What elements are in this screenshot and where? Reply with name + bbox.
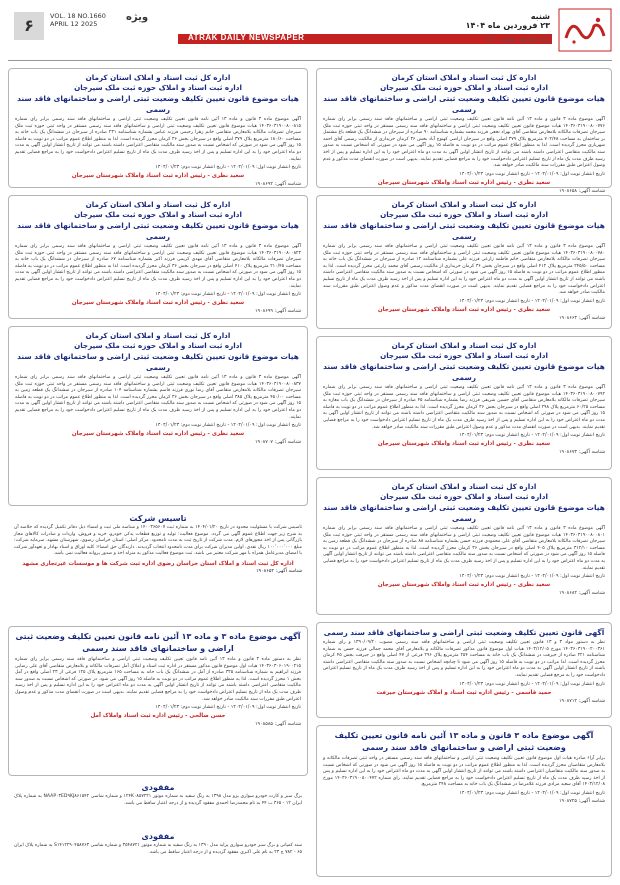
issue-day — [466, 12, 550, 30]
ad-date: تاریخ انتشار نوبت اول: ۱۴۰۴/۰۱/۰۹ - تاریخ انتشار نوبت دوم: ۱۴۰۴/۰۱/۲۳ — [459, 574, 605, 580]
ad-code: شناسه آگهی: ۱۹۰۸۶۹۹ — [254, 309, 301, 315]
ad-code: شناسه آگهی: ۱۹۰۸۶۹۲ — [254, 182, 301, 188]
issue-subline: سال هجدهم، شماره ۱۶۶۰ — [484, 36, 550, 43]
page-number: ۶ — [14, 12, 44, 40]
company-ad-body: تاسیس شرکت با مسئولیت محدود در تاریخ ۱۴۰۴/۰۱/۲۰ به شماره ثبت ۱۴۰۰۳۶۵۶۰۷ و شناسه ملی ثبت و امضاء ذیل دفاتر تکمیل گردیده که خلاصه آن به شرح زیر جهت اطلاع عموم آگهی می گردد. موضوع فعالیت: تولید و توزیع قطعات یدکی خودرو، خرید و فروش، واردات و صادرات کالاهای مجاز بازرگانی پس از اخذ مجوزهای لازم. مدت شرکت از تاریخ ثبت به مدت نامحدود. مرکز اصلی: استان خراسان رضوی، شهرستان مشهد. سرمایه شرکت: مبلغ ۱۰۰٬۰۰۰٬۰۰۰ ریال نقدی. اولین مدیران شرکت برای مدت نامحدود انتخاب گردیدند. دارندگان حق امضاء: کلیه اوراق و اسناد بهادار و تعهدآور شرکت با امضای مدیرعامل همراه با مهر شرکت معتبر می باشد. ثبت موضوع فعالیت مذکور به منزله اخذ و صدور پروانه فعالیت نمی باشد. — [14, 525, 302, 557]
ad-title: هیات موضوع قانون تعیین تکلیف وضعیت ثبتی اراضی و ساختمانهای فاقد سند رسمی — [323, 362, 605, 382]
ad-date: تاریخ انتشار نوبت اول: ۱۴۰۴/۰۱/۰۹ - تاریخ انتشار نوبت دوم: ۱۴۰۴/۰۱/۲۳ — [155, 292, 301, 298]
ad-title: هیات موضوع قانون تعیین تکلیف وضعیت ثبتی اراضی و ساختمانهای فاقد سند رسمی — [17, 94, 299, 114]
ad-signature: سعید نظری - رئیس اداره ثبت اسناد واملاک شهرستان سیرجان — [71, 173, 245, 180]
ad-body: آگهی موضوع ماده ۳ قانون و ماده ۱۳ آئین نامه قانون تعیین تکلیف وضعیت ثبتی اراضی و ساختمانهای فاقد سند رسمی برابر رای شماره ۱۴۰۳۶۰۳۱۹۰۰۸۰۰۸۲۳ هیات موضوع قانون تعیین تکلیف وضعیت ثبتی اراضی و ساختمانهای فاقد سند رسمی مستقر در واحد ثبتی حوزه ثبت ملک سیرجان تصرفات مالکانه بلامعارض متقاضی آقای مهدی کریمی فرزند اکبر بشماره شناسنامه ۶۷ صادره از سیرجان در ششدانگ یک باب خانه به مساحت ۲۱۰/۴۵ مترمربع پلاک ۴۱۰ اصلی واقع در سیرجان بخش ۳۶ کرمان محرز گردیده است. لذا به منظور اطلاع عموم مراتب در دو نوبت به فاصله ۱۵ روز آگهی می شود در صورتی که اشخاص نسبت به صدور سند مالکیت متقاضی اعتراضی داشته باشند می توانند از تاریخ انتشار اولین آگهی به مدت دو ماه اعتراض خود را به این اداره تسلیم و پس از اخذ رسید ظرف مدت یک ماه از تاریخ تسلیم اعتراض دادخواست خود را به مراجع قضایی تقدیم نمایند. — [15, 244, 301, 289]
ad-box — [8, 326, 308, 506]
day: شنبه — [530, 12, 550, 21]
ad-code: شناسه آگهی: ۱۹۰۸۶۶۳ — [558, 315, 605, 321]
lost-notice-2 — [8, 830, 308, 878]
atrak-logo-icon — [558, 8, 612, 52]
ad-office: اداره ثبت اسناد و املاک حوزه ثبت ملک سیرجان — [74, 210, 242, 219]
ad-body: نظر به دستور ماده ۳ قانون و ماده ۱۳ آئین نامه قانون تعیین تکلیف وضعیت ثبتی اراضی و ساختمانهای فاقد سند رسمی برابر رای شماره ۱۴۰۳۶۰۳۰۶۰۱۹۰۰۲۱۵ هیات اول موضوع قانون مذکور مستقر در اداره ثبت اسناد و املاک آمل تصرفات مالکانه و بلامعارض متقاضی آقای علی رضایی فرزند ابراهیم به شماره شناسنامه ۳۲۵ صادره از آمل در ششدانگ یک باب خانه به مساحت ۱۶۵ مترمربع پلاک ۱۲۵ فرعی از ۲۳ اصلی واقع در آمل بخش ۱ محرز گردیده است. لذا به منظور اطلاع عموم مراتب در دو نوبت به فاصله ۱۵ روز آگهی می شود. در صورتی که اشخاص نسبت به صدور سند مالکیت متقاضی اعتراضی داشته باشند می توانند از تاریخ انتشار اولین آگهی به مدت دو ماه اعتراض خود را به این اداره تسلیم و پس از اخذ رسید ظرف مدت یک ماه از تاریخ تسلیم اعتراض دادخواست خود را به مراجع قضایی تقدیم نمایند. بدیهی است در صورت انقضای مدت مذکور و عدم وصول اعتراض طبق مقررات سند مالکیت صادر خواهد شد. — [15, 657, 301, 702]
lost-body: برگ سبز و کارت خودرو سواری پژو مدل ۱۳۹۸ به رنگ سفید به شماره موتور ۱۲۴K۰۸۵۷۲۲۱ و شماره شاسی NAAP۰۳ED۹KJ۸۶۱۵۴۲ به شماره پلاک ایران ۱۲ - ۳۶۵ ب ۴۴ به نام محمدرضا احمدی مفقود گردیده و از درجه اعتبار ساقط می باشد. — [14, 794, 302, 806]
ad-body: برابر آراء صادره هیات اول موضوع قانون تعیین تکلیف وضعیت ثبتی اراضی و ساختمانهای فاقد سند رسمی مستقر در واحد ثبتی تصرفات مالکانه و بلامعارض متقاضیان محرز گردیده است. لذا به منظور اطلاع عموم مراتب در دو نوبت به فاصله ۱۵ روز آگهی می شود در صورتی که اشخاص نسبت به صدور سند مالکیت متقاضیان اعتراضی داشته باشند می توانند از تاریخ انتشار اولین آگهی به مدت دو ماه اعتراض خود را به این اداره تسلیم و پس از اخذ رسید ظرف مدت یک ماه از تاریخ تسلیم اعتراض دادخواست خود را به مراجع قضایی تقدیم نمایند. رای شماره ۱۴۰۳۶۰۳۱۹۰۰۵۰۰۴۷۲ مورخ ۱۴۰۳/۱۲/۰۸ آقای سعید مرادی فرزند غلامرضا در ششدانگ یک باب خانه به مساحت ۲۴۸ مترمربع. — [323, 756, 605, 788]
ad-date: تاریخ انتشار نوبت اول: ۱۴۰۴/۰۱/۰۹ - تاریخ انتشار نوبت دوم: ۱۴۰۴/۰۱/۲۳ — [459, 171, 605, 177]
ad-org: اداره کل ثبت اسناد و املاک استان کرمان — [391, 341, 537, 350]
issue-date: ۲۳ فروردین ماه ۱۴۰۴ — [465, 21, 550, 30]
ad-org: اداره کل ثبت اسناد و املاک استان کرمان — [85, 200, 231, 209]
ad-date: تاریخ انتشار نوبت اول: ۱۴۰۴/۰۱/۰۹ - تاریخ انتشار نوبت دوم: ۱۴۰۴/۰۱/۲۳ — [155, 705, 301, 711]
ad-signature: سعید نظری - رئیس اداره ثبت اسناد واملاک شهرستان سیرجان — [377, 441, 551, 448]
ad-date: تاریخ انتشار نوبت اول: ۱۴۰۴/۰۱/۰۹ - تاریخ انتشار نوبت دوم: ۱۴۰۴/۰۱/۲۳ — [155, 165, 301, 171]
ad-signature: سعید نظری - رئیس اداره ثبت اسناد واملاک شهرستان سیرجان — [71, 300, 245, 307]
ad-code: شناسه آگهی: ۱۹۰۸۷۰۷ — [254, 440, 301, 446]
ad-org: اداره کل ثبت اسناد و املاک استان کرمان — [391, 482, 537, 491]
volume-info — [50, 12, 106, 28]
ad-body: آگهی موضوع ماده ۳ قانون و ماده ۱۳ آئین نامه قانون تعیین تکلیف وضعیت ثبتی اراضی و ساختمانهای فاقد سند رسمی برابر رای شماره ۱۴۰۳۶۰۳۱۹۰۰۸۰۰۸۱۵ هیات موضوع قانون تعیین تکلیف وضعیت ثبتی اراضی و ساختمانهای فاقد سند رسمی مستقر در واحد ثبتی حوزه ثبت ملک سیرجان تصرفات مالکانه بلامعارض متقاضی خانم زهرا رحیمی فرزند عباس بشماره شناسنامه ۲۳۱ صادره از سیرجان در ششدانگ یک باب خانه به مساحت ۱۸۰/۶۰ مترمربع پلاک ۳۷۹ اصلی واقع در سیرجان بخش ۳۶ کرمان محرز گردیده است. لذا به منظور اطلاع عموم مراتب در دو نوبت به فاصله ۱۵ روز آگهی می شود در صورتی که اشخاص نسبت به صدور سند مالکیت متقاضی اعتراضی داشته باشند می توانند از تاریخ انتشار اولین آگهی به مدت دو ماه اعتراض خود را به این اداره تسلیم و پس از اخذ رسید ظرف مدت یک ماه از تاریخ تسلیم اعتراض دادخواست خود را به مراجع قضایی تقدیم نمایند. — [15, 117, 301, 162]
header-divider — [8, 60, 612, 61]
ad-title: هیات موضوع قانون تعیین تکلیف وضعیت ثبتی اراضی و ساختمانهای فاقد سند رسمی — [323, 503, 605, 523]
ad-body: آگهی موضوع ماده ۳ قانون و ماده ۱۳ آئین نامه قانون تعیین تکلیف وضعیت ثبتی اراضی و ساختمانهای فاقد سند رسمی برابر رای شماره ۱۴۰۳۶۰۳۱۹۰۰۸۰۰۷۷۶ هیات موضوع قانون تعیین تکلیف وضعیت ثبتی اراضی و ساختمانهای فاقد سند رسمی مستقر در واحد ثبتی حوزه ثبت ملک سیرجان تصرفات مالکانه بلامعارض متقاضی آقای بهزاد نخعی فرزند محمد بشماره شناسنامه ۹۰ صادره از سیرجان در ششدانگ یک قطعه باغ مشتمل بر ساختمان به مساحت ۷۰۲/۴۸ مترمربع پلاک ۳۷۹ اصلی واقع در سیرجان اراضی کهنوج آباد بخش ۳۶ کرمان خریداری از مالکیت رسمی آقای احمد شهریاری محرز گردیده است. لذا به منظور اطلاع عموم مراتب در دو نوبت به فاصله ۱۵ روز آگهی می شود در صورتی که اشخاص نسبت به صدور سند مالکیت متقاضی اعتراضی داشته باشند می توانند از تاریخ انتشار اولین آگهی به مدت دو ماه اعتراض خود را به این اداره تسلیم و پس از اخذ رسید ظرف مدت یک ماه از تاریخ تسلیم اعتراض دادخواست خود را به مراجع قضایی تقدیم نمایند. بدیهی است در صورت انقضای مدت مذکور و عدم وصول اعتراض طبق مقررات سند مالکیت صادر خواهد شد. — [323, 117, 606, 169]
company-ad-signature: اداره کل ثبت اسناد و املاک استان خراسان رضوی اداره ثبت شرکت ها و موسسات غیرتجاری مشهد — [22, 560, 294, 567]
ad-body: آگهی موضوع ماده ۳ قانون و ماده ۱۳ آئین نامه قانون تعیین تکلیف وضعیت ثبتی اراضی و ساختمانهای فاقد سند رسمی برابر رای شماره ۱۴۰۳۶۰۳۱۹۰۰۸۰۰۷۹۲ هیات موضوع قانون تعیین تکلیف وضعیت ثبتی اراضی و ساختمانهای فاقد سند رسمی مستقر در واحد ثبتی حوزه ثبت ملک سیرجان تصرفات مالکانه بلامعارض متقاضی آقای حسین شریفی فرزند رضا بشماره شناسنامه ۴۵ صادره از سیرجان در ششدانگ یک باب مغازه به مساحت ۶۰/۲۵ مترمربع پلاک ۲۹۸ اصلی واقع در سیرجان بخش ۳۶ کرمان محرز گردیده است. لذا به منظور اطلاع عموم مراتب در دو نوبت به فاصله ۱۵ روز آگهی می شود در صورتی که اشخاص نسبت به صدور سند مالکیت متقاضی اعتراضی داشته باشند می توانند از تاریخ انتشار اولین آگهی به مدت دو ماه اعتراض خود را به این اداره تسلیم و پس از اخذ رسید ظرف مدت یک ماه از تاریخ تسلیم اعتراض دادخواست خود را به مراجع قضایی تقدیم نمایند. بدیهی است در صورت انقضای مدت مذکور و عدم وصول اعتراض طبق مقررات سند مالکیت صادر خواهد شد. — [323, 385, 605, 430]
ad-signature: سعید نظری - رئیس اداره ثبت اسناد واملاک شهرستان سیرجان — [377, 306, 551, 313]
ad-signature: سعید نظری - رئیس اداره ثبت اسناد واملاک شهرستان سیرجان — [377, 179, 551, 186]
ad-body: آگهی موضوع ماده ۳ قانون و ماده ۱۳ آئین نامه قانون تعیین تکلیف وضعیت ثبتی اراضی و ساختمانهای فاقد سند رسمی برابر رای شماره ۱۴۰۳۶۰۳۱۹۰۰۸۰۰۸۰۱ هیات موضوع قانون تعیین تکلیف وضعیت ثبتی اراضی و ساختمانهای فاقد سند رسمی مستقر در واحد ثبتی حوزه ثبت ملک سیرجان تصرفات مالکانه بلامعارض متقاضی آقای علی محمودی فرزند حسن بشماره شناسنامه ۸۸ صادره از سیرجان در ششدانگ یک قطعه زمین به مساحت ۳۱۲/۱۰ مترمربع پلاک ۴۰۵ اصلی واقع در سیرجان بخش ۳۶ کرمان محرز گردیده است. لذا به منظور اطلاع عموم مراتب در دو نوبت به فاصله ۱۵ روز آگهی می شود در صورتی که اشخاص نسبت به صدور سند مالکیت متقاضی اعتراضی داشته باشند می توانند از تاریخ انتشار اولین آگهی به مدت دو ماه اعتراض خود را به این اداره تسلیم و پس از اخذ رسید ظرف مدت یک ماه از تاریخ تسلیم اعتراض دادخواست خود را به مراجع قضایی تقدیم نمایند. — [323, 526, 605, 571]
ad-title: هیات موضوع قانون تعیین تکلیف وضعیت ثبتی اراضی و ساختمانهای فاقد سند رسمی — [17, 221, 299, 241]
ad-date: تاریخ انتشار نوبت اول: ۱۴۰۴/۰۱/۰۹ - تاریخ انتشار نوبت دوم: ۱۴۰۴/۰۱/۲۳ — [155, 423, 301, 429]
ad-office: اداره ثبت اسناد و املاک حوزه ثبت ملک سیرجان — [74, 83, 242, 92]
ad-date: تاریخ انتشار نوبت اول: ۱۴۰۴/۰۱/۰۹ - تاریخ انتشار نوبت دوم: ۱۴۰۴/۰۱/۲۳ — [459, 433, 605, 439]
ad-box-jiroft — [316, 622, 612, 718]
newspaper-name: ATRAK DAILY NEWSPAPER — [188, 33, 305, 42]
ad-office: اداره ثبت اسناد و املاک حوزه ثبت ملک سیرجان — [380, 492, 548, 501]
ad-office: اداره ثبت اسناد و املاک حوزه ثبت ملک سیرجان — [74, 341, 242, 350]
ad-title: آگهی قانون تعیین تکلیف وضعیت ثبتی اراضی و ساختمانهای فاقد سند رسمی — [323, 628, 605, 637]
ad-code: شناسه آگهی: ۱۹۰۸۵۸۵ — [254, 722, 301, 728]
ad-signature: سعید نظری - رئیس اداره ثبت اسناد واملاک شهرستان سیرجان — [377, 582, 551, 589]
volume-line1: VOL. 18 NO.1660 — [50, 12, 106, 20]
ad-office: اداره ثبت اسناد و املاک حوزه ثبت ملک سیرجان — [380, 351, 548, 360]
lost-title: مفقودی — [141, 783, 175, 792]
ad-box — [316, 477, 612, 615]
ad-body: آگهی موضوع ماده ۳ قانون و ماده ۱۳ آئین نامه قانون تعیین تکلیف وضعیت ثبتی اراضی و ساختمانهای فاقد سند رسمی برابر رای شماره ۱۴۰۳۶۰۳۱۹۰۰۸۰۰۸۳۷ هیات موضوع قانون تعیین تکلیف وضعیت ثبتی اراضی و ساختمانهای فاقد سند رسمی مستقر در واحد ثبتی حوزه ثبت ملک سیرجان تصرفات مالکانه بلامعارض متقاضی آقای رضا نوری فرزند قاسم بشماره شناسنامه ۱۰۴ صادره از سیرجان در ششدانگ یک قطعه زمین به مساحت ۴۵۰/۰۰ مترمربع پلاک ۳۸۵ اصلی واقع در سیرجان بخش ۳۶ کرمان محرز گردیده است. لذا به منظور اطلاع عموم مراتب در دو نوبت به فاصله ۱۵ روز آگهی می شود در صورتی که اشخاص نسبت به صدور سند مالکیت متقاضی اعتراضی داشته باشند می توانند از تاریخ انتشار اولین آگهی به مدت دو ماه اعتراض خود را به این اداره تسلیم و پس از اخذ رسید ظرف مدت یک ماه از تاریخ تسلیم اعتراض دادخواست خود را به مراجع قضایی تقدیم نمایند. — [15, 375, 301, 420]
ad-code: شناسه آگهی: ۱۹۰۸۷۱۲ — [558, 698, 605, 704]
ad-org: اداره کل ثبت اسناد و املاک استان کرمان — [391, 200, 537, 209]
ad-box — [8, 195, 308, 319]
ad-code: شناسه آگهی: ۱۹۰۸۷۲۵ — [558, 798, 605, 804]
ad-org: اداره کل ثبت اسناد و املاک استان کرمان — [85, 73, 231, 82]
ad-box — [316, 195, 612, 329]
masthead — [8, 6, 612, 58]
ad-signature: حسن صالحی - رئیس اداره ثبت اسناد واملاک آمل — [90, 713, 226, 720]
ad-code: شناسه آگهی: ۱۹۰۸۶۷۳ — [558, 450, 605, 456]
company-ad-title: تاسیس شرکت — [129, 514, 187, 523]
ad-body: آگهی موضوع ماده ۳ قانون و ماده ۱۳ آئین نامه قانون تعیین تکلیف وضعیت ثبتی اراضی و ساختمانهای فاقد سند رسمی برابر رای شماره ۱۴۰۳۶۰۳۱۹۰۰۸۰۰۷۸۰ هیات موضوع قانون تعیین تکلیف وضعیت ثبتی اراضی و ساختمانهای فاقد سند رسمی مستقر در واحد ثبتی حوزه ثبت ملک سیرجان تصرفات مالکانه بلامعارض متقاضی خانم فاطمه زارعی فرزند علی بشماره شناسنامه ۱۲ صادره از سیرجان در ششدانگ یک باب خانه به مساحت ۲۴۵/۵۰ مترمربع پلاک ۴۱۲ اصلی واقع در سیرجان بخش ۳۶ کرمان خریداری از مالکیت رسمی آقای محمد زارعی محرز گردیده است. لذا به منظور اطلاع عموم مراتب در دو نوبت به فاصله ۱۵ روز آگهی می شود در صورتی که اشخاص نسبت به صدور سند مالکیت متقاضی اعتراضی داشته باشند می توانند از تاریخ انتشار اولین آگهی به مدت دو ماه اعتراض خود را به این اداره تسلیم و پس از اخذ رسید ظرف مدت یک ماه از تاریخ تسلیم اعتراض دادخواست خود را به مراجع قضایی تقدیم نمایند. بدیهی است در صورت انقضای مدت مذکور و عدم وصول اعتراض طبق مقررات سند مالکیت صادر خواهد شد. — [323, 244, 605, 296]
lost-notice-1 — [8, 781, 308, 825]
ad-box — [316, 68, 612, 194]
lost-title: مفقودی — [141, 832, 175, 841]
ad-date: تاریخ انتشار نوبت اول: ۱۴۰۴/۰۱/۰۹ - تاریخ انتشار نوبت دوم: ۱۴۰۴/۰۱/۲۳ — [459, 681, 605, 687]
ad-box — [8, 68, 308, 188]
ad-box — [316, 336, 612, 470]
ad-date: تاریخ انتشار نوبت اول: ۱۴۰۴/۰۱/۰۹ - تاریخ انتشار نوبت دوم: ۱۴۰۴/۰۱/۲۳ — [459, 790, 605, 796]
ad-signature: حمید قاسمی - رئیس اداره ثبت اسناد و املاک شهرستان جیرفت — [376, 689, 552, 696]
volume-line2: APRIL 12 2025 — [50, 20, 98, 28]
ad-body: نظر به دستور مواد ۳ و ۱۳ قانون تعیین تکلیف وضعیت ثبتی اراضی و ساختمانهای فاقد سند رسمی مصوب ۱۳۹۰/۰۹/۲۰ و رای شماره ۱۴۰۳۶۰۳۱۹۰۰۲۰۰۳۶۱ مورخ ۱۴۰۳/۱۲/۰۵ هیات اول موضوع قانون مذکور تصرفات مالکانه و بلامعارض آقای محمد جمالی فرزند حسن به شماره شناسنامه ۲۲۱ صادره از جیرفت در ششدانگ یک باب خانه به مساحت ۲۵۴ مترمربع پلاک ۲۹۶ فرعی از ۴۷ اصلی واقع در جیرفت بخش ۴۵ کرمان محرز گردیده است. لذا مراتب در دو نوبت به فاصله ۱۵ روز آگهی می شود تا چنانچه اشخاص نسبت به صدور سند مالکیت متقاضی اعتراضی داشته باشند از تاریخ انتشار اولین آگهی به مدت دو ماه اعتراض خود را به این اداره تسلیم و پس از اخذ رسید ظرف مدت یک ماه از تاریخ تسلیم اعتراض دادخواست خود را به مرجع قضایی تقدیم نمایند. — [323, 640, 605, 678]
ad-box-amol — [8, 626, 308, 776]
ad-office: اداره ثبت اسناد و املاک حوزه ثبت ملک سیرجان — [380, 83, 548, 92]
ad-code: شناسه آگهی: ۱۹۰۸۶۸۲ — [558, 591, 605, 597]
ad-code: شناسه آگهی: ۱۹۰۸۶۵۸ — [558, 188, 605, 194]
ad-title: هیات موضوع قانون تعیین تکلیف وضعیت ثبتی اراضی و ساختمانهای فاقد سند رسمی — [17, 352, 299, 372]
ad-title: هیات موضوع قانون تعیین تکلیف وضعیت ثبتی اراضی و ساختمانهای فاقد سند رسمی — [323, 94, 605, 114]
ad-signature: سعید نظری - رئیس اداره ثبت اسناد واملاک شهرستان سیرجان — [71, 431, 245, 438]
company-ad-code: شناسه آگهی: ۱۹۰۸۶۵۲ — [255, 568, 302, 574]
ad-box-bottom-right — [316, 725, 612, 877]
ad-office: اداره ثبت اسناد و املاک حوزه ثبت ملک سیرجان — [380, 210, 548, 219]
ad-org: اداره کل ثبت اسناد و املاک استان کرمان — [391, 73, 537, 82]
ad-title: آگهی موضوع ماده ۳ و ماده ۱۳ آئین نامه قانون تعیین تکلیف وضعیت ثبتی اراضی و ساختمانهای فاقد سند رسمی — [15, 632, 301, 653]
company-registration-ad — [8, 512, 308, 620]
lost-body: سند کمپانی و برگ سبز خودرو سواری پراید مدل ۱۳۹۰ به رنگ سفید به شماره موتور ۳۵۴۸۷۲۱ و شماره شاسی S۱۴۱۲۲۹۰۴۵۸۷۶۳ به شماره پلاک ایران ۶۵ - ۷۸۲ ج ۲۳ به نام علی اکبری مفقود گردیده و از درجه اعتبار ساقط می باشد. — [14, 843, 302, 855]
ad-date: تاریخ انتشار نوبت اول: ۱۴۰۴/۰۱/۰۹ - تاریخ انتشار نوبت دوم: ۱۴۰۴/۰۱/۲۳ — [459, 298, 605, 304]
ad-title: آگهی موضوع ماده ۳ قانون و ماده ۱۳ آئین نامه قانون تعیین تکلیف وضعیت ثبتی اراضی و ساختمانهای فاقد سند رسمی — [334, 731, 594, 752]
section-label: ویژه — [126, 12, 149, 23]
ad-org: اداره کل ثبت اسناد و املاک استان کرمان — [85, 331, 231, 340]
ad-title: هیات موضوع قانون تعیین تکلیف وضعیت ثبتی اراضی و ساختمانهای فاقد سند رسمی — [323, 221, 605, 241]
